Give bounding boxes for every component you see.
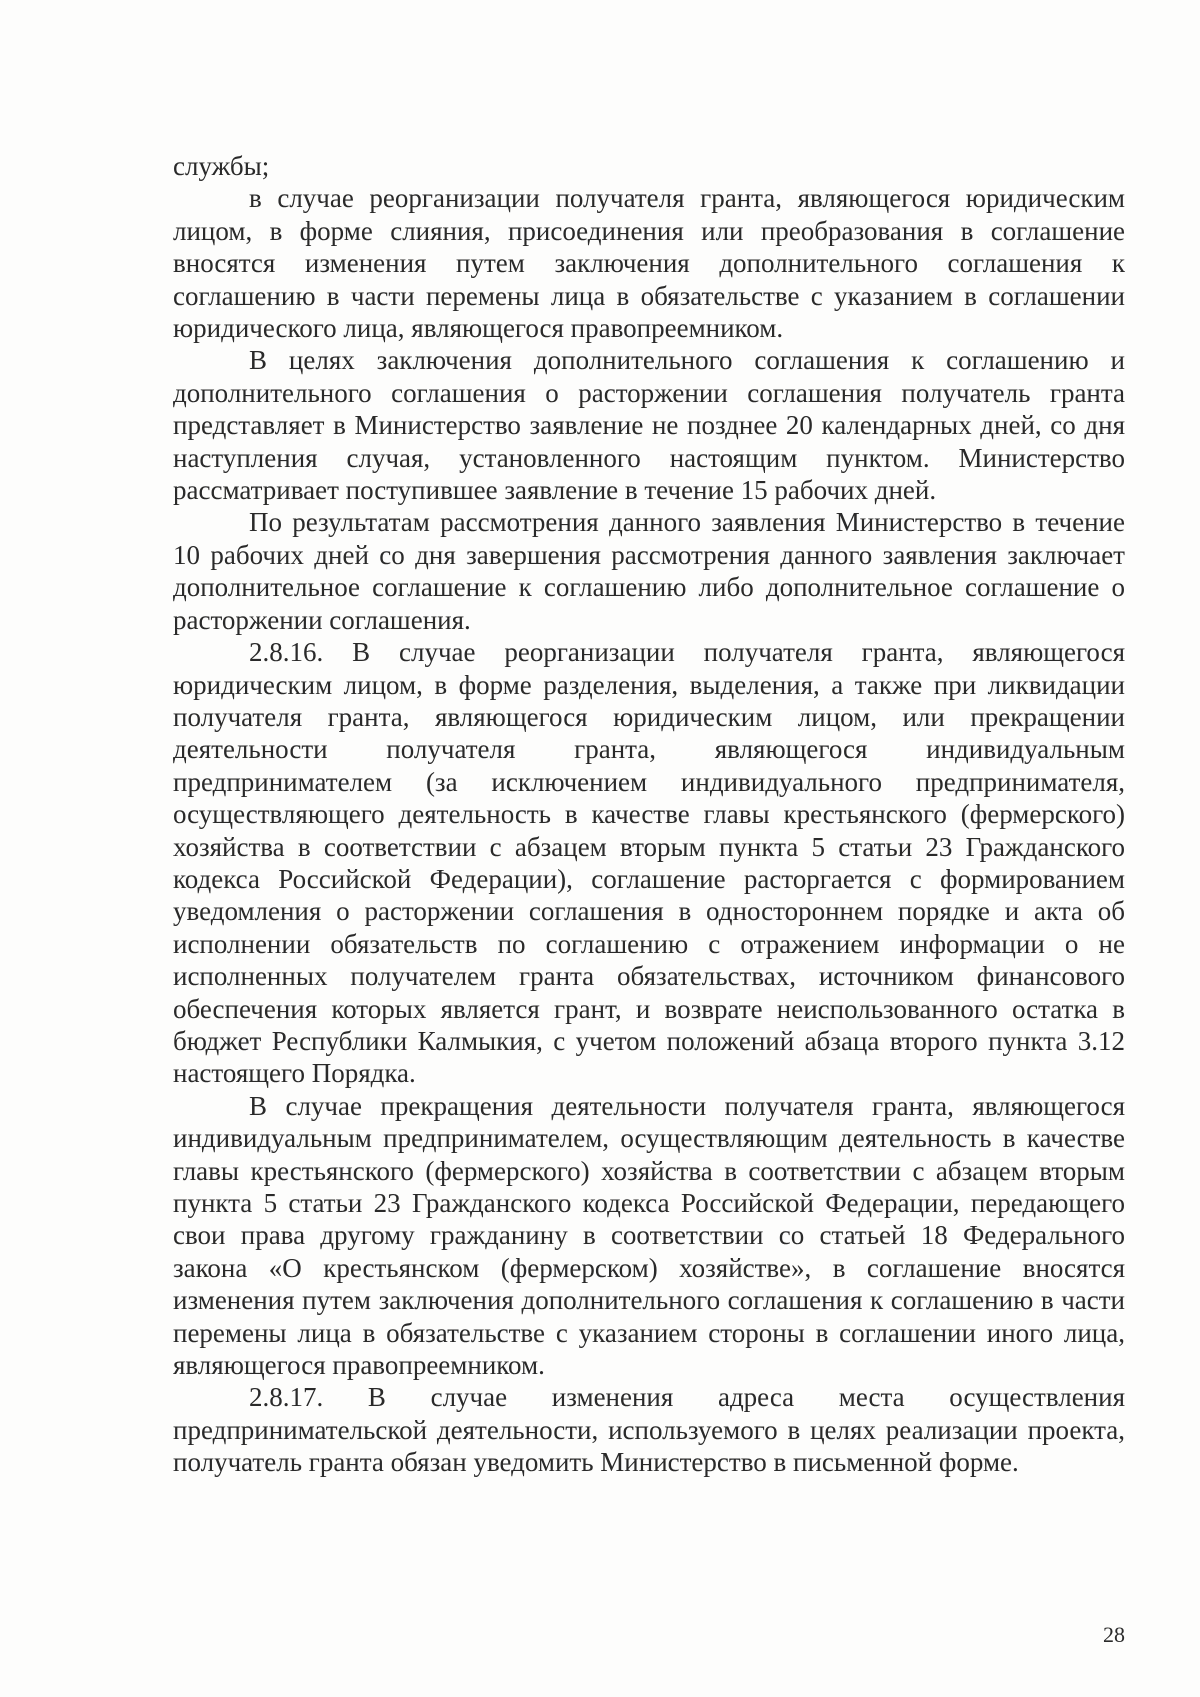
paragraph-farm-head-termination: В случае прекращения деятельности получателя гранта, являющегося индивидуальным предпринимателем, осуществляющим деятельность в качестве главы крестьянского (фермерского) хозяйства в соответствии с абзацем вторым пункта 5 статьи 23 Гражданского кодекса Российской Федерации, передающего свои права другому гражданину в соответствии со статьей 18 Федерального закона «О крестьянском (фермерском) хозяйстве», в соглашение вносятся изменения путем заключения дополнительного соглашения к соглашению в части перемены лица в обязательстве с указанием стороны в соглашении иного лица, являющегося правопреемником. bbox=[173, 1090, 1125, 1381]
paragraph-clause-2-8-16: 2.8.16. В случае реорганизации получателя гранта, являющегося юридическим лицом, в форме разделения, выделения, а также при ликвидации получателя гранта, являющегося юридическим лицом, или прекращении деятельности получателя гранта, являющегося индивидуальным предпринимателем (за исключением индивидуального предпринимателя, осуществляющего деятельность в качестве главы крестьянского (фермерского) хозяйства в соответствии с абзацем вторым пункта 5 статьи 23 Гражданского кодекса Российской Федерации), соглашение расторгается с формированием уведомления о расторжении соглашения в одностороннем порядке и акта об исполнении обязательств по соглашению с отражением информации о не исполненных получателем гранта обязательствах, источником финансового обеспечения которых является грант, и возврате неиспользованного остатка в бюджет Республики Калмыкия, с учетом положений абзаца второго пункта 3.12 настоящего Порядка. bbox=[173, 637, 1125, 1089]
paragraph-additional-agreement-application: В целях заключения дополнительного соглашения к соглашению и дополнительного соглашения о расторжении соглашения получатель гранта представляет в Министерство заявление не позднее 20 календарных дней, со дня наступления случая, установленного настоящим пунктом. Министерство рассматривает поступившее заявление в течение 15 рабочих дней. bbox=[173, 345, 1125, 506]
paragraph-reorganization-merger: в случае реорганизации получателя гранта, являющегося юридическим лицом, в форме слияния, присоединения или преобразования в соглашение вносятся изменения путем заключения дополнительного соглашения к соглашению в части перемены лица в обязательстве с указанием в соглашении юридического лица, являющегося правопреемником. bbox=[173, 183, 1125, 344]
page-number: 28 bbox=[1103, 1622, 1125, 1647]
paragraph-continuation: службы; bbox=[173, 151, 270, 181]
document-body bbox=[173, 150, 1125, 1479]
paragraph-application-review-result: По результатам рассмотрения данного заявления Министерство в течение 10 рабочих дней со дня завершения рассмотрения данного заявления заключает дополнительное соглашение к соглашению либо дополнительное соглашение о расторжении соглашения. bbox=[173, 507, 1125, 635]
paragraph-clause-2-8-17: 2.8.17. В случае изменения адреса места осуществления предпринимательской деятельности, используемого в целях реализации проекта, получатель гранта обязан уведомить Министерство в письменной форме. bbox=[173, 1382, 1125, 1478]
